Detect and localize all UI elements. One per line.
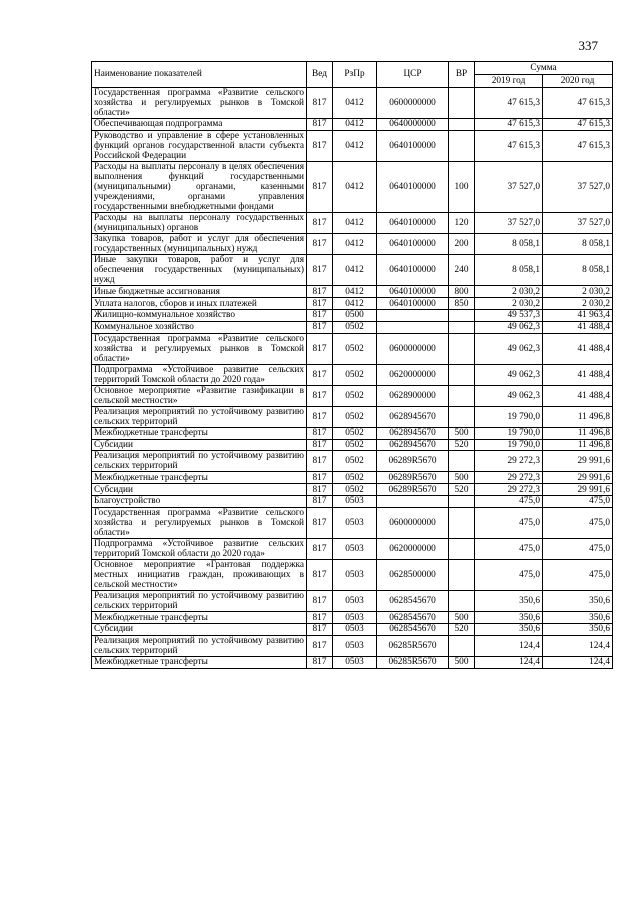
cell-rzpr: 0502	[333, 427, 377, 439]
table-row	[92, 364, 613, 385]
cell-2019: 47 615,3	[475, 88, 543, 119]
cell-2019: 49 062,3	[475, 385, 543, 406]
table-row	[92, 286, 613, 298]
cell-2020: 475,0	[543, 538, 613, 559]
cell-2020: 47 615,3	[543, 130, 613, 161]
cell-rzpr: 0503	[333, 591, 377, 612]
table-row	[92, 333, 613, 364]
cell-rzpr: 0412	[333, 130, 377, 161]
cell-name: Реализация мероприятий по устойчивому развитию сельских территорий	[92, 591, 307, 612]
cell-csr: 0600000000	[377, 88, 449, 119]
cell-vr: 520	[449, 623, 475, 635]
cell-rzpr: 0412	[333, 119, 377, 131]
cell-name: Иные закупки товаров, работ и услуг для обеспечения государственных (муниципальных) нужд	[92, 255, 307, 286]
cell-vr	[449, 496, 475, 508]
cell-vr	[449, 635, 475, 656]
cell-name: Межбюджетные трансферты	[92, 656, 307, 668]
cell-ved: 817	[307, 560, 333, 591]
cell-name: Подпрограмма «Устойчивое развитие сельских территорий Томской области до 2020 года»	[92, 364, 307, 385]
table-row	[92, 623, 613, 635]
cell-csr: 0600000000	[377, 333, 449, 364]
table-row	[92, 656, 613, 668]
cell-ved: 817	[307, 472, 333, 484]
cell-ved: 817	[307, 130, 333, 161]
cell-rzpr: 0503	[333, 538, 377, 559]
cell-2020: 41 488,4	[543, 321, 613, 333]
cell-rzpr: 0412	[333, 255, 377, 286]
cell-rzpr: 0503	[333, 656, 377, 668]
header-ved: Вед	[307, 62, 333, 88]
cell-2020: 41 963,4	[543, 309, 613, 321]
cell-vr	[449, 538, 475, 559]
cell-2019: 124,4	[475, 635, 543, 656]
table-row	[92, 88, 613, 119]
cell-2019: 19 790,0	[475, 406, 543, 427]
header-sum: Сумма	[475, 62, 613, 75]
cell-ved: 817	[307, 333, 333, 364]
cell-2019: 29 272,3	[475, 451, 543, 472]
cell-rzpr: 0503	[333, 612, 377, 624]
cell-2020: 11 496,8	[543, 439, 613, 451]
cell-csr: 0640000000	[377, 119, 449, 131]
cell-2019: 8 058,1	[475, 255, 543, 286]
cell-vr	[449, 406, 475, 427]
cell-2019: 47 615,3	[475, 130, 543, 161]
table-row	[92, 119, 613, 131]
cell-ved: 817	[307, 286, 333, 298]
cell-vr	[449, 451, 475, 472]
cell-name: Уплата налогов, сборов и иных платежей	[92, 298, 307, 310]
cell-2019: 475,0	[475, 560, 543, 591]
cell-name: Основное мероприятие «Грантовая поддержка местных инициатив граждан, проживающих в сельской местности»	[92, 560, 307, 591]
cell-2019: 37 527,0	[475, 213, 543, 234]
cell-2020: 47 615,3	[543, 119, 613, 131]
cell-name: Жилищно-коммунальное хозяйство	[92, 309, 307, 321]
cell-csr: 0640100000	[377, 213, 449, 234]
cell-2019: 475,0	[475, 538, 543, 559]
table-row	[92, 161, 613, 212]
cell-rzpr: 0412	[333, 88, 377, 119]
cell-2020: 350,6	[543, 623, 613, 635]
cell-vr	[449, 560, 475, 591]
cell-ved: 817	[307, 298, 333, 310]
cell-2020: 47 615,3	[543, 88, 613, 119]
cell-ved: 817	[307, 119, 333, 131]
cell-ved: 817	[307, 364, 333, 385]
cell-csr: 0640100000	[377, 286, 449, 298]
cell-ved: 817	[307, 427, 333, 439]
cell-2020: 29 991,6	[543, 451, 613, 472]
cell-csr: 0640100000	[377, 234, 449, 255]
cell-vr	[449, 333, 475, 364]
cell-rzpr: 0503	[333, 507, 377, 538]
cell-rzpr: 0502	[333, 472, 377, 484]
cell-2020: 29 991,6	[543, 484, 613, 496]
header-2019: 2019 год	[475, 75, 543, 88]
cell-ved: 817	[307, 309, 333, 321]
cell-csr: 0640100000	[377, 255, 449, 286]
cell-rzpr: 0500	[333, 309, 377, 321]
cell-rzpr: 0412	[333, 213, 377, 234]
cell-2019: 29 272,3	[475, 472, 543, 484]
cell-name: Иные бюджетные ассигнования	[92, 286, 307, 298]
table-row	[92, 298, 613, 310]
cell-rzpr: 0503	[333, 496, 377, 508]
table-row	[92, 612, 613, 624]
cell-2020: 2 030,2	[543, 286, 613, 298]
cell-name: Основное мероприятие «Развитие газификации в сельской местности»	[92, 385, 307, 406]
table-row	[92, 635, 613, 656]
cell-vr	[449, 309, 475, 321]
cell-csr: 06285R5670	[377, 635, 449, 656]
header-name: Наименование показателей	[92, 62, 307, 88]
cell-vr: 520	[449, 484, 475, 496]
cell-2019: 2 030,2	[475, 298, 543, 310]
cell-2019: 19 790,0	[475, 439, 543, 451]
cell-2020: 350,6	[543, 612, 613, 624]
cell-rzpr: 0412	[333, 234, 377, 255]
cell-2020: 37 527,0	[543, 161, 613, 212]
cell-csr: 0628545670	[377, 612, 449, 624]
cell-rzpr: 0503	[333, 560, 377, 591]
page-number: 337	[578, 38, 598, 53]
cell-2019: 475,0	[475, 496, 543, 508]
cell-vr: 100	[449, 161, 475, 212]
cell-vr: 800	[449, 286, 475, 298]
cell-ved: 817	[307, 161, 333, 212]
cell-2019: 475,0	[475, 507, 543, 538]
cell-ved: 817	[307, 88, 333, 119]
cell-2020: 475,0	[543, 496, 613, 508]
cell-csr	[377, 496, 449, 508]
cell-csr: 06285R5670	[377, 656, 449, 668]
cell-vr	[449, 88, 475, 119]
cell-ved: 817	[307, 451, 333, 472]
cell-vr: 200	[449, 234, 475, 255]
cell-vr: 500	[449, 472, 475, 484]
cell-name: Реализация мероприятий по устойчивому развитию сельских территорий	[92, 635, 307, 656]
cell-2020: 8 058,1	[543, 255, 613, 286]
cell-csr: 0628945670	[377, 406, 449, 427]
cell-2019: 49 537,3	[475, 309, 543, 321]
cell-name: Закупка товаров, работ и услуг для обеспечения государственных (муниципальных) нужд	[92, 234, 307, 255]
cell-ved: 817	[307, 612, 333, 624]
cell-2019: 19 790,0	[475, 427, 543, 439]
cell-rzpr: 0503	[333, 635, 377, 656]
cell-2019: 2 030,2	[475, 286, 543, 298]
cell-ved: 817	[307, 591, 333, 612]
cell-csr: 0620000000	[377, 538, 449, 559]
cell-name: Межбюджетные трансферты	[92, 427, 307, 439]
cell-csr: 06289R5670	[377, 472, 449, 484]
cell-vr	[449, 385, 475, 406]
cell-rzpr: 0412	[333, 298, 377, 310]
cell-2019: 8 058,1	[475, 234, 543, 255]
cell-rzpr: 0502	[333, 333, 377, 364]
cell-ved: 817	[307, 635, 333, 656]
cell-csr: 0640100000	[377, 298, 449, 310]
cell-csr: 0600000000	[377, 507, 449, 538]
cell-2019: 49 062,3	[475, 333, 543, 364]
cell-vr: 850	[449, 298, 475, 310]
cell-name: Государственная программа «Развитие сельского хозяйства и регулируемых рынков в Томской области»	[92, 507, 307, 538]
cell-csr: 06289R5670	[377, 484, 449, 496]
cell-vr: 500	[449, 427, 475, 439]
cell-2020: 41 488,4	[543, 364, 613, 385]
budget-table	[91, 61, 613, 669]
cell-2019: 47 615,3	[475, 119, 543, 131]
cell-vr	[449, 364, 475, 385]
cell-vr	[449, 130, 475, 161]
cell-vr	[449, 507, 475, 538]
cell-vr	[449, 321, 475, 333]
cell-2019: 49 062,3	[475, 364, 543, 385]
cell-rzpr: 0412	[333, 286, 377, 298]
cell-name: Руководство и управление в сфере установленных функций органов государственной власти субъекта Российской Федерации	[92, 130, 307, 161]
cell-ved: 817	[307, 623, 333, 635]
cell-name: Межбюджетные трансферты	[92, 612, 307, 624]
table-row	[92, 213, 613, 234]
cell-csr	[377, 321, 449, 333]
table-row	[92, 406, 613, 427]
cell-ved: 817	[307, 255, 333, 286]
cell-2020: 350,6	[543, 591, 613, 612]
cell-ved: 817	[307, 507, 333, 538]
cell-ved: 817	[307, 484, 333, 496]
header-vr: ВР	[449, 62, 475, 88]
cell-vr	[449, 591, 475, 612]
table-row	[92, 309, 613, 321]
cell-rzpr: 0502	[333, 364, 377, 385]
table-row	[92, 427, 613, 439]
cell-csr: 0628545670	[377, 623, 449, 635]
cell-ved: 817	[307, 406, 333, 427]
cell-name: Государственная программа «Развитие сельского хозяйства и регулируемых рынков в Томской области»	[92, 333, 307, 364]
cell-rzpr: 0412	[333, 161, 377, 212]
table-row	[92, 130, 613, 161]
cell-2020: 29 991,6	[543, 472, 613, 484]
cell-2020: 41 488,4	[543, 385, 613, 406]
cell-csr: 0628945670	[377, 439, 449, 451]
cell-vr: 500	[449, 656, 475, 668]
cell-2019: 49 062,3	[475, 321, 543, 333]
cell-name: Расходы на выплаты персоналу государственных (муниципальных) органов	[92, 213, 307, 234]
cell-vr: 500	[449, 612, 475, 624]
cell-ved: 817	[307, 538, 333, 559]
table-row	[92, 496, 613, 508]
cell-name: Государственная программа «Развитие сельского хозяйства и регулируемых рынков в Томской области»	[92, 88, 307, 119]
cell-rzpr: 0502	[333, 484, 377, 496]
cell-csr: 0620000000	[377, 364, 449, 385]
cell-2020: 475,0	[543, 560, 613, 591]
cell-vr: 120	[449, 213, 475, 234]
cell-name: Благоустройство	[92, 496, 307, 508]
cell-2019: 350,6	[475, 623, 543, 635]
cell-2019: 350,6	[475, 591, 543, 612]
cell-name: Межбюджетные трансферты	[92, 472, 307, 484]
cell-2019: 124,4	[475, 656, 543, 668]
cell-ved: 817	[307, 234, 333, 255]
cell-rzpr: 0502	[333, 439, 377, 451]
cell-csr	[377, 309, 449, 321]
cell-name: Субсидии	[92, 484, 307, 496]
table-body	[92, 88, 613, 669]
cell-name: Субсидии	[92, 623, 307, 635]
cell-2020: 2 030,2	[543, 298, 613, 310]
cell-2020: 37 527,0	[543, 213, 613, 234]
cell-rzpr: 0502	[333, 321, 377, 333]
cell-csr: 0628900000	[377, 385, 449, 406]
header-csr: ЦСР	[377, 62, 449, 88]
cell-ved: 817	[307, 321, 333, 333]
cell-name: Подпрограмма «Устойчивое развитие сельских территорий Томской области до 2020 года»	[92, 538, 307, 559]
cell-rzpr: 0502	[333, 451, 377, 472]
table-row	[92, 484, 613, 496]
cell-vr	[449, 119, 475, 131]
cell-name: Реализация мероприятий по устойчивому развитию сельских территорий	[92, 406, 307, 427]
table-row	[92, 439, 613, 451]
table-row	[92, 321, 613, 333]
cell-ved: 817	[307, 439, 333, 451]
cell-2019: 37 527,0	[475, 161, 543, 212]
table-row	[92, 472, 613, 484]
cell-2020: 11 496,8	[543, 406, 613, 427]
cell-csr: 0628500000	[377, 560, 449, 591]
cell-name: Обеспечивающая подпрограмма	[92, 119, 307, 131]
cell-ved: 817	[307, 496, 333, 508]
table-row	[92, 385, 613, 406]
cell-vr: 240	[449, 255, 475, 286]
table-row	[92, 538, 613, 559]
cell-2020: 124,4	[543, 656, 613, 668]
cell-vr: 520	[449, 439, 475, 451]
cell-2020: 475,0	[543, 507, 613, 538]
cell-ved: 817	[307, 385, 333, 406]
table-row	[92, 234, 613, 255]
cell-csr: 06289R5670	[377, 451, 449, 472]
cell-ved: 817	[307, 656, 333, 668]
cell-csr: 0640100000	[377, 130, 449, 161]
cell-csr: 0628945670	[377, 427, 449, 439]
cell-2020: 11 496,8	[543, 427, 613, 439]
cell-rzpr: 0502	[333, 406, 377, 427]
table-row	[92, 255, 613, 286]
cell-ved: 817	[307, 213, 333, 234]
cell-2019: 350,6	[475, 612, 543, 624]
cell-2020: 8 058,1	[543, 234, 613, 255]
header-rzpr: РзПр	[333, 62, 377, 88]
table-row	[92, 507, 613, 538]
table-row	[92, 591, 613, 612]
table-row	[92, 560, 613, 591]
cell-rzpr: 0502	[333, 385, 377, 406]
table-row	[92, 451, 613, 472]
cell-name: Коммунальное хозяйство	[92, 321, 307, 333]
cell-name: Субсидии	[92, 439, 307, 451]
cell-2020: 124,4	[543, 635, 613, 656]
cell-name: Реализация мероприятий по устойчивому развитию сельских территорий	[92, 451, 307, 472]
header-2020: 2020 год	[543, 75, 613, 88]
cell-name: Расходы на выплаты персоналу в целях обеспечения выполнения функций государственными (муниципальными) органами, казенными учреждениями, органами управления государственными внебюджетными фондами	[92, 161, 307, 212]
cell-csr: 0628545670	[377, 591, 449, 612]
cell-2020: 41 488,4	[543, 333, 613, 364]
cell-rzpr: 0503	[333, 623, 377, 635]
cell-2019: 29 272,3	[475, 484, 543, 496]
cell-csr: 0640100000	[377, 161, 449, 212]
